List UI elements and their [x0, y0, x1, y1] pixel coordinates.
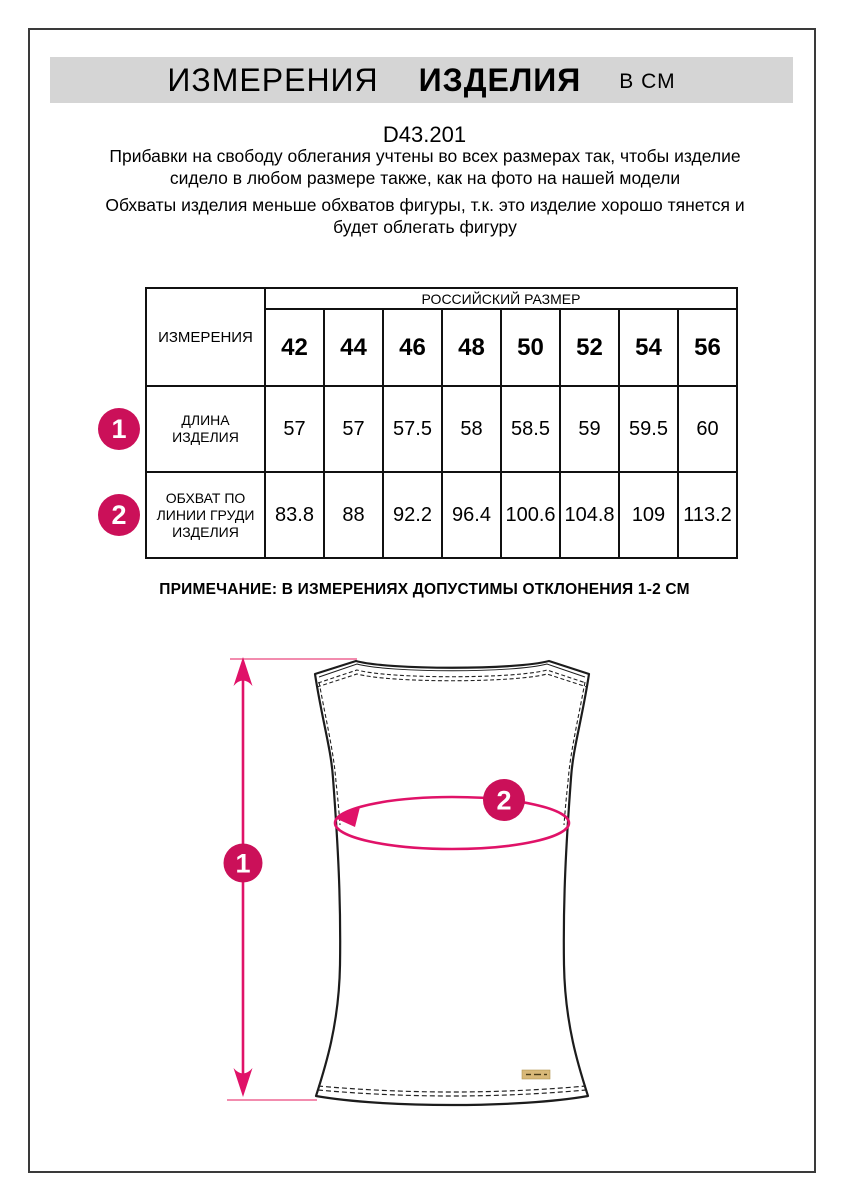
value-cell: 83.8: [265, 472, 324, 558]
size-table: [145, 287, 738, 559]
value-cell: 57: [324, 386, 383, 472]
size-cell: 48: [442, 309, 501, 386]
garment-outline: [315, 661, 589, 1105]
size-cell: 50: [501, 309, 560, 386]
measurements-header-cell: ИЗМЕРЕНИЯ: [146, 288, 265, 386]
size-cell: 54: [619, 309, 678, 386]
value-cell: 57.5: [383, 386, 442, 472]
intro-paragraph-1: Прибавки на свободу облегания учтены во всех размерах так, чтобы изделие сидело в любом размере также, как на фото на нашей модели: [109, 146, 741, 188]
value-cell: 92.2: [383, 472, 442, 558]
value-cell: 59: [560, 386, 619, 472]
value-cell: 58.5: [501, 386, 560, 472]
size-cell: 56: [678, 309, 737, 386]
value-cell: 57: [265, 386, 324, 472]
value-cell: 96.4: [442, 472, 501, 558]
svg-text:1: 1: [235, 848, 251, 879]
size-cell: 42: [265, 309, 324, 386]
value-cell: 88: [324, 472, 383, 558]
value-cell: 109: [619, 472, 678, 558]
row-marker-2: 2: [98, 494, 140, 536]
product-code: D43.201: [382, 122, 467, 147]
size-cell: 52: [560, 309, 619, 386]
garment-diagram: [200, 630, 680, 1130]
size-group-row: [146, 288, 737, 309]
value-cell: 113.2: [678, 472, 737, 558]
hem-brand-label: [522, 1070, 550, 1079]
title-product: ИЗДЕЛИЯ: [418, 61, 582, 98]
value-cell: 104.8: [560, 472, 619, 558]
title-units: В СМ: [619, 70, 676, 93]
title-measurements: ИЗМЕРЕНИЯ: [167, 61, 379, 98]
table-row-length: [146, 386, 737, 472]
size-cell: 44: [324, 309, 383, 386]
value-cell: 60: [678, 386, 737, 472]
size-cell: 46: [383, 309, 442, 386]
tolerance-note: ПРИМЕЧАНИЕ: В ИЗМЕРЕНИЯХ ДОПУСТИМЫ ОТКЛОНЕНИЯ 1-2 СМ: [159, 581, 690, 598]
value-cell: 100.6: [501, 472, 560, 558]
row-label-chest: ОБХВАТ ПО ЛИНИИ ГРУДИ ИЗДЕЛИЯ: [146, 472, 265, 558]
header-bar: [50, 57, 793, 103]
svg-text:2: 2: [496, 785, 512, 816]
diagram-marker-2: [483, 779, 525, 821]
intro-text: [95, 146, 755, 244]
intro-paragraph-2: Обхваты изделия меньше обхватов фигуры, т.к. это изделие хорошо тянется и будет облегать фигуру: [105, 195, 745, 237]
row-marker-1: 1: [98, 408, 140, 450]
value-cell: 58: [442, 386, 501, 472]
value-cell: 59.5: [619, 386, 678, 472]
size-group-header-cell: РОССИЙСКИЙ РАЗМЕР: [265, 288, 737, 309]
diagram-marker-1: [224, 844, 263, 883]
table-row-chest: [146, 472, 737, 558]
row-label-length: ДЛИНА ИЗДЕЛИЯ: [146, 386, 265, 472]
